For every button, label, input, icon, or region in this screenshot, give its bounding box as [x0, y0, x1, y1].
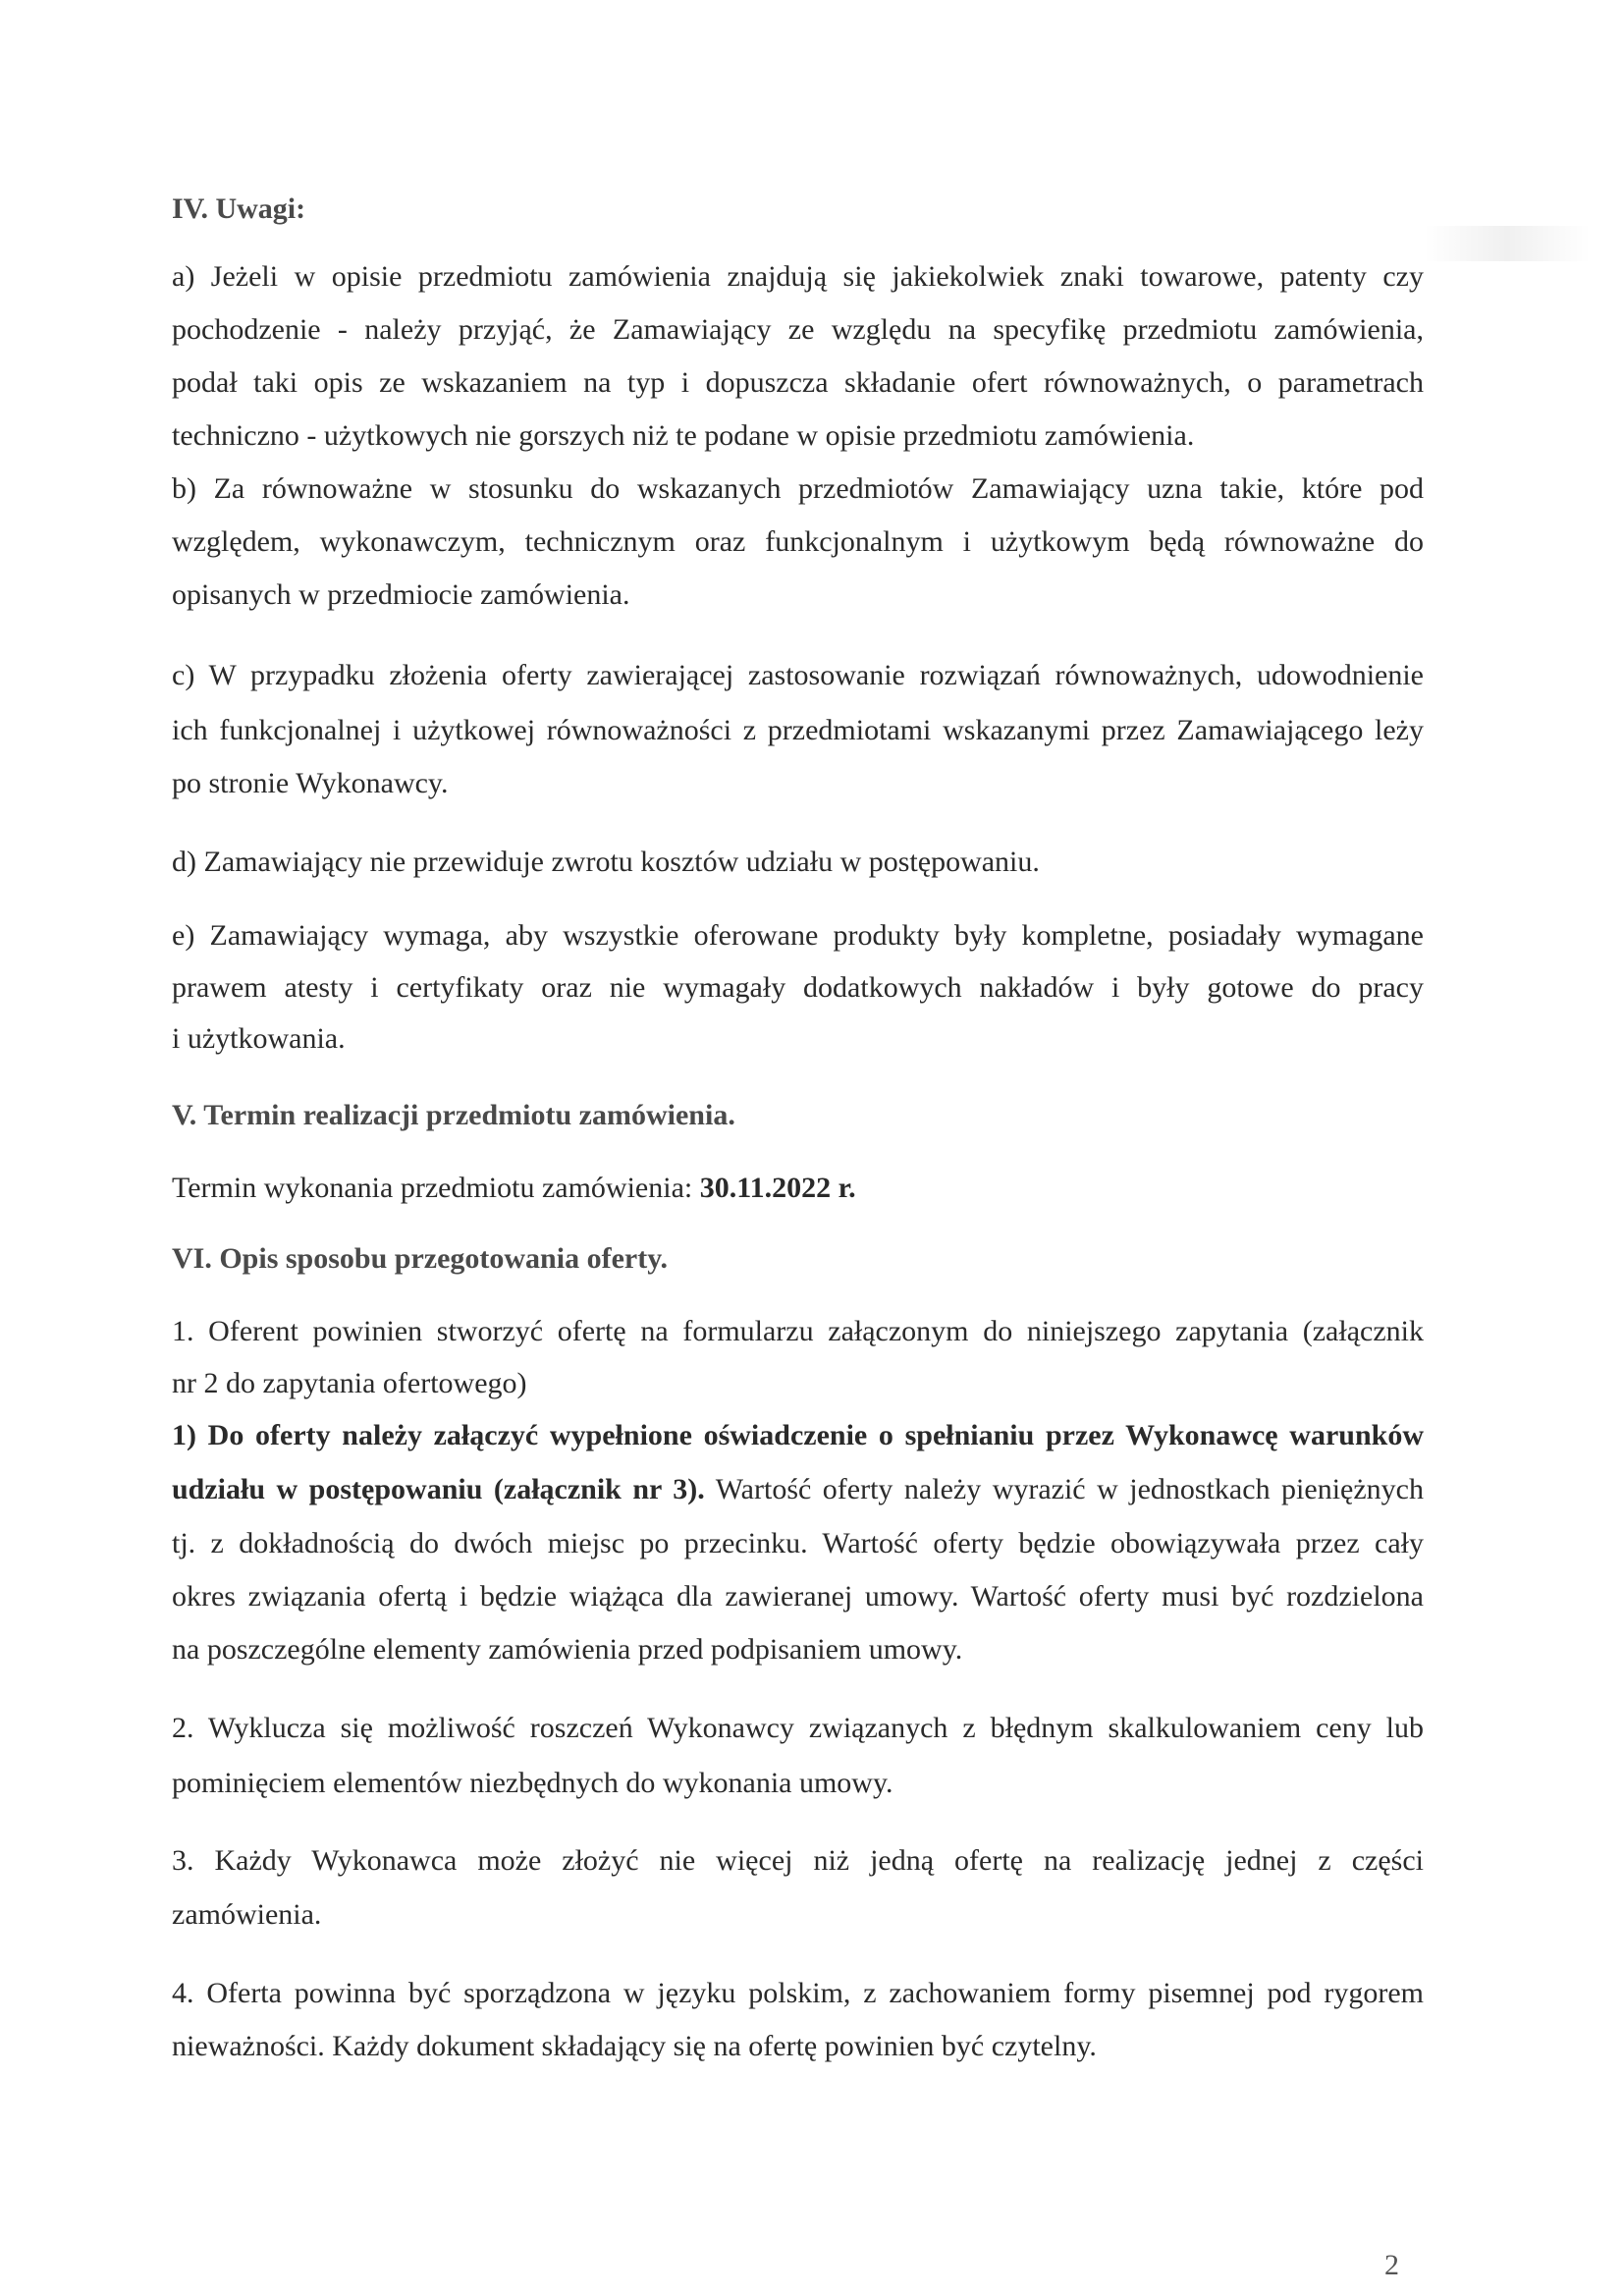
item-2-line-1: 2. Wyklucza się możliwość roszczeń Wykonawcy związanych z błędnym skalkulowaniem ceny lub — [172, 1712, 1424, 1744]
item-2-line-2: pominięciem elementów niezbędnych do wykonania umowy. — [172, 1767, 893, 1799]
remark-a-line-4: techniczno - użytkowych nie gorszych niż te podane w opisie przedmiotu zamówienia. — [172, 419, 1195, 452]
term-line — [172, 1169, 1424, 1208]
section-vi-heading: VI. Opis sposobu przegotowania oferty. — [172, 1242, 669, 1275]
remark-e-line-1: e) Zamawiający wymaga, aby wszystkie oferowane produkty były kompletne, posiadały wymagane — [172, 919, 1424, 952]
remark-e-line-3: i użytkowania. — [172, 1022, 346, 1055]
item-1-1-line-3: tj. z dokładnością do dwóch miejsc po przecinku. Wartość oferty będzie obowiązywała przez cały — [172, 1527, 1424, 1559]
term-date: 30.11.2022 r. — [699, 1172, 856, 1204]
section-iv-heading: IV. Uwagi: — [172, 192, 306, 225]
remark-a-line-2: pochodzenie - należy przyjąć, że Zamawiający ze względu na specyfikę przedmiotu zamówienia, — [172, 313, 1424, 346]
remark-b-line-1: b) Za równoważne w stosunku do wskazanych przedmiotów Zamawiający uzna takie, które pod — [172, 472, 1424, 505]
section-v-heading: V. Termin realizacji przedmiotu zamówienia. — [172, 1099, 735, 1131]
remark-b-line-3: opisanych w przedmiocie zamówienia. — [172, 578, 630, 611]
item-1-1-line-5: na poszczególne elementy zamówienia przed podpisaniem umowy. — [172, 1633, 963, 1666]
remark-a-line-3: podał taki opis ze wskazaniem na typ i dopuszcza składanie ofert równoważnych, o parametrach — [172, 366, 1424, 399]
remark-c-line-1: c) W przypadku złożenia oferty zawierającej zastosowanie rozwiązań równoważnych, udowodnienie — [172, 659, 1424, 691]
item-4-line-2: nieważności. Każdy dokument składający się na ofertę powinien być czytelny. — [172, 2030, 1097, 2062]
remark-b-line-2: względem, wykonawczym, technicznym oraz funkcjonalnym i użytkowym będą równoważne do — [172, 525, 1424, 558]
item-1-1-bold-part: udziału w postępowaniu (załącznik nr 3). — [172, 1473, 705, 1505]
item-1-1-rest-part: Wartość oferty należy wyrazić w jednostkach pieniężnych — [704, 1473, 1424, 1505]
item-1-1-line-2 — [172, 1470, 1424, 1509]
item-1-1-line-1: 1) Do oferty należy załączyć wypełnione oświadczenie o spełnianiu przez Wykonawcę warunków — [172, 1419, 1424, 1451]
scan-artifact — [1424, 226, 1591, 261]
item-3-line-1: 3. Każdy Wykonawca może złożyć nie więcej niż jedną ofertę na realizację jednej z części — [172, 1844, 1424, 1877]
page-number: 2 — [1384, 2249, 1399, 2281]
term-label: Termin wykonania przedmiotu zamówienia: — [172, 1172, 700, 1204]
item-4-line-1: 4. Oferta powinna być sporządzona w języku polskim, z zachowaniem formy pisemnej pod rygorem — [172, 1977, 1424, 2009]
remark-c-line-3: po stronie Wykonawcy. — [172, 767, 449, 799]
item-1-1-line-4: okres związania ofertą i będzie wiążąca dla zawieranej umowy. Wartość oferty musi być rozdzielona — [172, 1580, 1424, 1613]
remark-e-line-2: prawem atesty i certyfikaty oraz nie wymagały dodatkowych nakładów i były gotowe do pracy — [172, 971, 1424, 1004]
item-1-line-1: 1. Oferent powinien stworzyć ofertę na formularzu załączonym do niniejszego zapytania (załącznik — [172, 1315, 1424, 1347]
item-1-line-2: nr 2 do zapytania ofertowego) — [172, 1367, 527, 1399]
remark-a-line-1: a) Jeżeli w opisie przedmiotu zamówienia znajdują się jakiekolwiek znaki towarowe, patenty czy — [172, 260, 1424, 293]
remark-d: d) Zamawiający nie przewiduje zwrotu kosztów udziału w postępowaniu. — [172, 846, 1040, 878]
item-3-line-2: zamówienia. — [172, 1898, 322, 1931]
remark-c-line-2: ich funkcjonalnej i użytkowej równoważności z przedmiotami wskazanymi przez Zamawiającego leży — [172, 714, 1424, 746]
